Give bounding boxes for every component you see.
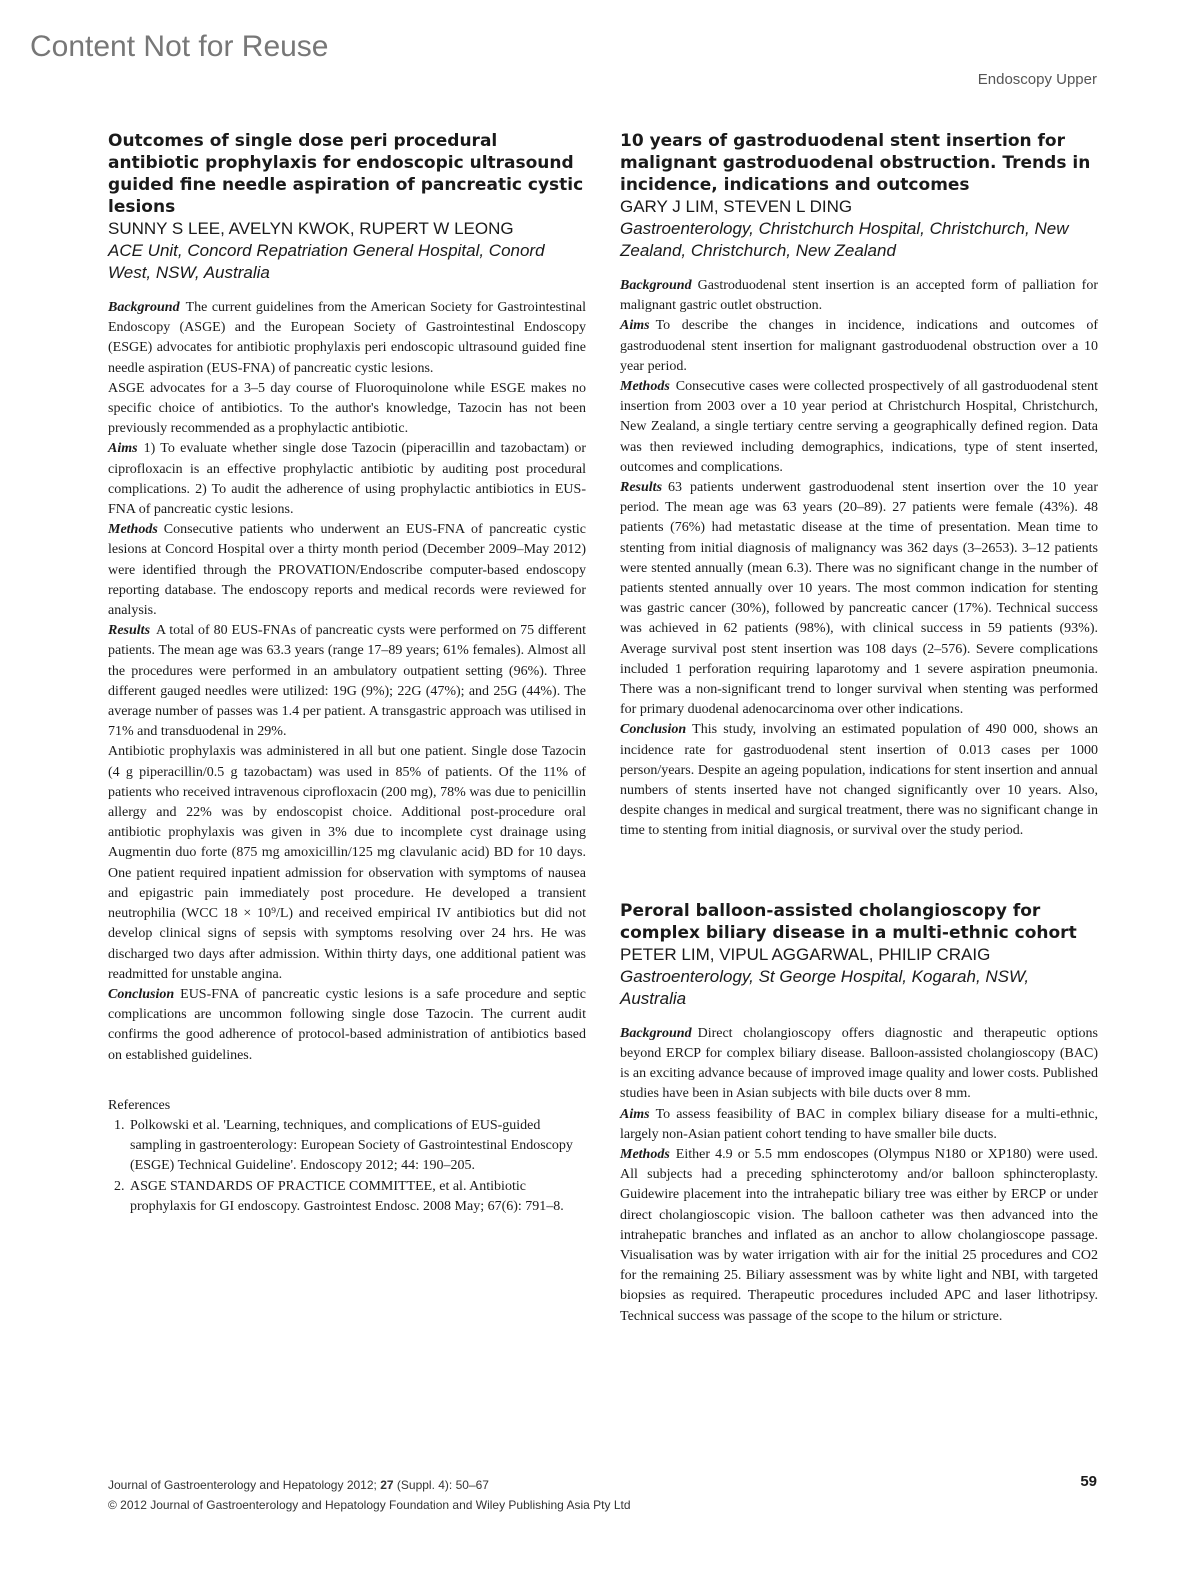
paragraph-text: EUS-FNA of pancreatic cystic lesions is a safe procedure and septic complications are uncommon following single dose Tazocin. The current audit confirms the good adherence of protocol-based administration of antibiotics based on established guidelines. — [108, 986, 586, 1063]
paragraph-text: To assess feasibility of BAC in complex biliary disease for a multi-ethnic, largely non-Asian patient cohort tending to have smaller bile ducts. — [620, 1106, 1098, 1142]
right-column — [620, 130, 1098, 1327]
paragraph-label: Background — [108, 300, 180, 315]
abstract-paragraph — [108, 742, 586, 984]
paragraph-text: Consecutive cases were collected prospectively of all gastroduodenal stent insertion from 2003 over a 10 year period at Christchurch Hospital, Christchurch, New Zealand, a single tertiary centre serving a geographically defined region. Data was then reviewed including demographics, indications, type of stent inserted, outcomes and complications. — [620, 379, 1098, 475]
paragraph-text: Consecutive patients who underwent an EUS-FNA of pancreatic cystic lesions at Concord Hospital over a thirty month period (December 2009–May 2012) were identified through the PROVATION/Endoscribe computer-based endoscopy reporting database. The endoscopy reports and medical records were reviewed for analysis. — [108, 522, 586, 619]
paragraph-text: To describe the changes in incidence, indications and outcomes of gastroduodenal stent insertion for malignant gastroduodenal obstruction over a 10 year period. — [620, 318, 1098, 374]
abstract-paragraph — [108, 439, 586, 520]
paragraph-text: 63 patients underwent gastroduodenal stent insertion over the 10 year period. The mean age was 63 years (20–89). 27 patients were female (43%). 48 patients (76%) had metastatic disease at the time of presentation. Mean time to stenting from initial diagnosis of malignancy was 362 days (3–2653). 3–12 patients were stented annually (mean 6.3). There was no significant change in the number of patients stented annually over 10 years. The most common indication for stenting was gastric cancer (30%), followed by pancreatic cancer (17%). Technical success was achieved in 62 patients (98%), with clinical success in 59 patients (93%). Average survival post stent insertion was 108 days (2–576). Severe complications included 1 perforation requiring laparotomy and 1 severe aspiration pneumonia. There was a non-significant trend to longer survival when stenting was performed for primary duodenal adenocarcinoma over other indications. — [620, 480, 1098, 718]
abstract-authors: GARY J LIM, STEVEN L DING — [620, 197, 853, 216]
abstract-paragraph — [620, 1145, 1098, 1327]
abstract-authors: PETER LIM, VIPUL AGGARWAL, PHILIP CRAIG — [620, 944, 991, 964]
paragraph-text: Either 4.9 or 5.5 mm endoscopes (Olympus N180 or XP180) were used. All subjects had a preceding sphincterotomy and/or balloon sphincteroplasty. Guidewire placement into the intrahepatic biliary tree was either by ERCP or under direct cholangioscopic vision. The balloon catheter was then advanced into the intrahepatic branches and inflated as an anchor to allow cholangioscope passage. Visualisation was by water irrigation with air for the initial 25 procedures and CO2 for the remaining 25. Biliary assessment was by white light and NBI, with targeted biopsies as required. Therapeutic procedures included APC and laser lithotripsy. Technical success was passage of the scope to the hilum or stricture. — [620, 1146, 1098, 1324]
abstract-body — [620, 276, 1098, 842]
references — [108, 1096, 586, 1217]
paragraph-text: Antibiotic prophylaxis was administered in all but one patient. Single dose Tazocin (4 g piperacillin/0.5 g tazobactam) was used in 85% of patients. Of the 11% of patients who received intravenous ciprofloxacin (200 mg), 78% was due to penicillin allergy and 22% was by endoscopist choice. Additional post-procedure oral antibiotic prophylaxis was given in 3% due to incomplete cyst drainage using Augmentin duo forte (875 mg amoxicillin/125 mg clavulanic acid) BD for 10 days. One patient required inpatient admission for observation with symptoms of nausea and epigastric pain immediately post procedure. He developed a transient neutrophilia (WCC 18 × 10⁹/L) and received empirical IV antibiotics but did not develop clinical signs of sepsis with symptoms resolving over 24 hrs. He was discharged two days after admission. Within thirty days, one additional patient was readmitted for unstable angina. — [108, 744, 586, 982]
abstract-title: 10 years of gastroduodenal stent insertion for malignant gastroduodenal obstruction. Trends in incidence, indications and outcomes — [620, 131, 1091, 195]
paragraph-label: Conclusion — [108, 986, 175, 1002]
copyright: © 2012 Journal of Gastroenterology and Hepatology Foundation and Wiley Publishing Asia Pty Ltd — [108, 1498, 631, 1512]
paragraph-text: Gastroduodenal stent insertion is an accepted form of palliation for malignant gastric outlet obstruction. — [620, 278, 1098, 314]
abstract-affiliation: Gastroenterology, Christchurch Hospital, Christchurch, New Zealand, Christchurch, New Zealand — [620, 219, 1069, 260]
citation-suppl: (Suppl. 4): 50–67 — [396, 1478, 489, 1492]
citation-journal: Journal of Gastroenterology and Hepatology 2012; — [108, 1478, 377, 1492]
paragraph-label: Aims — [620, 318, 650, 334]
abstract-paragraph — [108, 621, 586, 742]
paragraph-label: Results — [108, 623, 151, 639]
references-heading: References — [108, 1097, 171, 1113]
abstract-affiliation: ACE Unit, Concord Repatriation General Hospital, Conord West, NSW, Australia — [108, 241, 545, 282]
paragraph-text: The current guidelines from the American Society for Gastrointestinal Endoscopy (ASGE) and the European Society of Gastrointestinal Endoscopy (ESGE) advocates for antibiotic prophylaxis peri endoscopic ultrasound guided fine needle aspiration (EUS-FNA) of pancreatic cystic lesions. — [108, 300, 586, 376]
abstract-paragraph — [620, 316, 1098, 377]
abstract-paragraph — [108, 985, 586, 1066]
paragraph-text: A total of 80 EUS-FNAs of pancreatic cysts were performed on 75 different patients. The mean age was 63.3 years (range 17–89 years; 61% females). Almost all the procedures were performed in an ambulatory outpatient setting (96%). Three different gauged needles were utilized: 19G (9%); 22G (47%); and 25G (44%). The average number of passes was 1.4 per patient. A transgastric approach was utilised in 71% and transduodenal in 29%. — [108, 623, 586, 740]
reference-item: 2. ASGE STANDARDS OF PRACTICE COMMITTEE, et al. Antibiotic prophylaxis for GI endoscopy. Gastrointest Endosc. 2008 May; 67(6): 791–8. — [128, 1177, 586, 1217]
abstract-paragraph — [108, 379, 586, 440]
abstract-paragraph — [108, 298, 586, 379]
abstract-balloon-cholangioscopy — [620, 900, 1098, 1327]
abstract-paragraph — [620, 276, 1098, 316]
paragraph-text: ASGE advocates for a 3–5 day course of Fluoroquinolone while ESGE makes no specific choice of antibiotics. To the author's knowledge, Tazocin has not been previously recommended as a prophylactic antibiotic. — [108, 380, 586, 437]
paragraph-label: Aims — [620, 1106, 650, 1122]
abstract-separator — [620, 842, 1098, 900]
journal-citation — [108, 1475, 631, 1495]
abstract-antibiotic-prophylaxis — [108, 130, 586, 1217]
abstract-title: Outcomes of single dose peri procedural antibiotic prophylaxis for endoscopic ultrasound guided fine needle aspiration of pancreatic cystic lesions — [108, 131, 584, 217]
abstract-affiliation: Gastroenterology, St George Hospital, Kogarah, NSW, Australia — [620, 966, 1030, 1008]
abstract-body — [108, 298, 586, 1066]
page-footer — [108, 1475, 631, 1515]
section-heading: Endoscopy Upper — [977, 71, 1097, 88]
paragraph-label: Aims — [108, 441, 138, 457]
citation-volume: 27 — [380, 1478, 394, 1492]
left-column — [108, 130, 586, 1217]
paragraph-text: 1) To evaluate whether single dose Tazocin (piperacillin and tazobactam) or ciprofloxacin is an effective prophylactic antibiotic by auditing post procedural complications. 2) To audit the adherence of using prophylactic antibiotics in EUS-FNA of pancreatic cystic lesions. — [108, 441, 586, 518]
abstract-body — [620, 1024, 1098, 1327]
reference-item: 1. Polkowski et al. 'Learning, techniques, and complications of EUS-guided sampling in gastroenterology: European Society of Gastrointestinal Endoscopy (ESGE) Technical Guideline'. Endoscopy 2012; 44: 190–205. — [128, 1116, 586, 1177]
abstract-gastroduodenal-stent — [620, 130, 1098, 842]
abstract-title: Peroral balloon-assisted cholangioscopy for complex biliary disease in a multi-ethnic cohort — [620, 900, 1077, 943]
paragraph-label: Conclusion — [620, 722, 687, 738]
abstract-paragraph — [620, 377, 1098, 478]
abstract-paragraph — [620, 1024, 1098, 1105]
paragraph-label: Methods — [620, 1146, 670, 1162]
watermark: Content Not for Reuse — [30, 30, 329, 63]
paragraph-label: Methods — [620, 379, 670, 395]
paragraph-label: Methods — [108, 522, 158, 538]
paragraph-text: This study, involving an estimated population of 490 000, shows an incidence rate for gastroduodenal stent insertion of 0.013 cases per 1000 person/years. Despite an ageing population, indications for stent insertion and annual numbers of stents inserted have not changed significantly over 10 years. Also, despite changes in medical and surgical treatment, there was no significant change in time to stenting from initial diagnosis, or survival over the study period. — [620, 722, 1098, 839]
abstract-paragraph — [620, 720, 1098, 841]
paragraph-label: Background — [620, 278, 692, 293]
abstract-paragraph — [620, 1105, 1098, 1145]
abstract-paragraph — [108, 520, 586, 621]
paragraph-label: Results — [620, 480, 663, 496]
paragraph-text: Direct cholangioscopy offers diagnostic and therapeutic options beyond ERCP for complex biliary disease. Balloon-assisted cholangioscopy (BAC) is an exciting advance because of improved image quality and lower costs. Published studies have been in Asian subjects with bile ducts over 8 mm. — [620, 1025, 1098, 1102]
references-list — [108, 1116, 586, 1217]
page-number: 59 — [1080, 1473, 1097, 1490]
paragraph-label: Background — [620, 1025, 692, 1041]
abstract-paragraph — [620, 478, 1098, 720]
abstract-authors: SUNNY S LEE, AVELYN KWOK, RUPERT W LEONG — [108, 219, 514, 238]
